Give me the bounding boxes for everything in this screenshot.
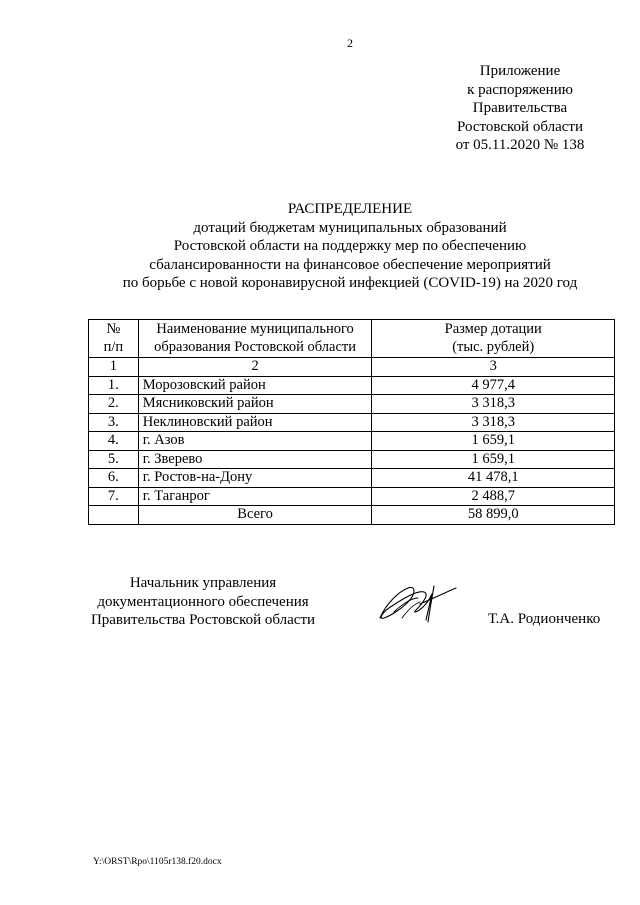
- column-number: 3: [372, 358, 615, 377]
- total-empty: [89, 506, 139, 525]
- row-name: Морозовский район: [138, 376, 372, 395]
- row-name: г. Зверево: [138, 450, 372, 469]
- column-number-row: [89, 358, 615, 377]
- signatory-position-line: Правительства Ростовской области: [90, 612, 316, 628]
- column-number: 1: [89, 358, 139, 377]
- row-amount: 3 318,3: [372, 413, 615, 432]
- row-num: 7.: [89, 487, 139, 506]
- footer-file-path: Y:\ORST\Rpo\1105r138.f20.docx: [93, 857, 222, 867]
- title-line: по борьбе с новой коронавирусной инфекцией (COVID-19) на 2020 год: [122, 275, 578, 291]
- handwritten-signature: [372, 578, 460, 628]
- row-num: 1.: [89, 376, 139, 395]
- row-amount: 41 478,1: [372, 469, 615, 488]
- table-row: [89, 376, 615, 395]
- document-title: [0, 200, 640, 293]
- appendix-block: [430, 62, 610, 155]
- row-amount: 1 659,1: [372, 450, 615, 469]
- appendix-line: Приложение: [479, 63, 561, 79]
- total-label: Всего: [138, 506, 372, 525]
- title-line: дотаций бюджетам муниципальных образований: [193, 219, 507, 236]
- title-heading: РАСПРЕДЕЛЕНИЕ: [287, 201, 413, 217]
- total-amount: 58 899,0: [372, 506, 615, 525]
- appendix-line: к распоряжению: [467, 81, 573, 98]
- appendix-line: Ростовской области: [457, 118, 583, 135]
- row-name: Неклиновский район: [138, 413, 372, 432]
- header-num: № п/п: [89, 320, 139, 358]
- table-row: [89, 395, 615, 414]
- table-row: [89, 487, 615, 506]
- title-line: сбалансированности на финансовое обеспечение мероприятий: [149, 256, 551, 273]
- total-row: [89, 506, 615, 525]
- table-row: [89, 450, 615, 469]
- signatory-position-line: документационного обеспечения: [97, 593, 309, 610]
- distribution-table: [88, 319, 615, 525]
- table-row: [89, 469, 615, 488]
- column-number: 2: [138, 358, 372, 377]
- row-name: г. Азов: [138, 432, 372, 451]
- row-name: г. Ростов-на-Дону: [138, 469, 372, 488]
- table-header-row: [89, 320, 615, 358]
- appendix-line: Правительства: [472, 100, 568, 116]
- row-num: 6.: [89, 469, 139, 488]
- table-row: [89, 432, 615, 451]
- signatory-position: [88, 574, 318, 630]
- signer-name: Т.А. Родионченко: [488, 611, 601, 627]
- row-num: 4.: [89, 432, 139, 451]
- row-name: г. Таганрог: [138, 487, 372, 506]
- appendix-line: от 05.11.2020 № 138: [455, 137, 585, 153]
- header-name: Наименование муниципального образования Ростовской области: [138, 320, 372, 358]
- table-row: [89, 413, 615, 432]
- row-amount: 3 318,3: [372, 395, 615, 414]
- row-num: 5.: [89, 450, 139, 469]
- row-amount: 4 977,4: [372, 376, 615, 395]
- page-number: 2: [347, 36, 353, 50]
- signatory-position-line: Начальник управления: [129, 575, 277, 591]
- row-amount: 1 659,1: [372, 432, 615, 451]
- row-num: 3.: [89, 413, 139, 432]
- row-num: 2.: [89, 395, 139, 414]
- header-amount: Размер дотации (тыс. рублей): [372, 320, 615, 358]
- title-line: Ростовской области на поддержку мер по обеспечению: [173, 238, 527, 254]
- row-amount: 2 488,7: [372, 487, 615, 506]
- row-name: Мясниковский район: [138, 395, 372, 414]
